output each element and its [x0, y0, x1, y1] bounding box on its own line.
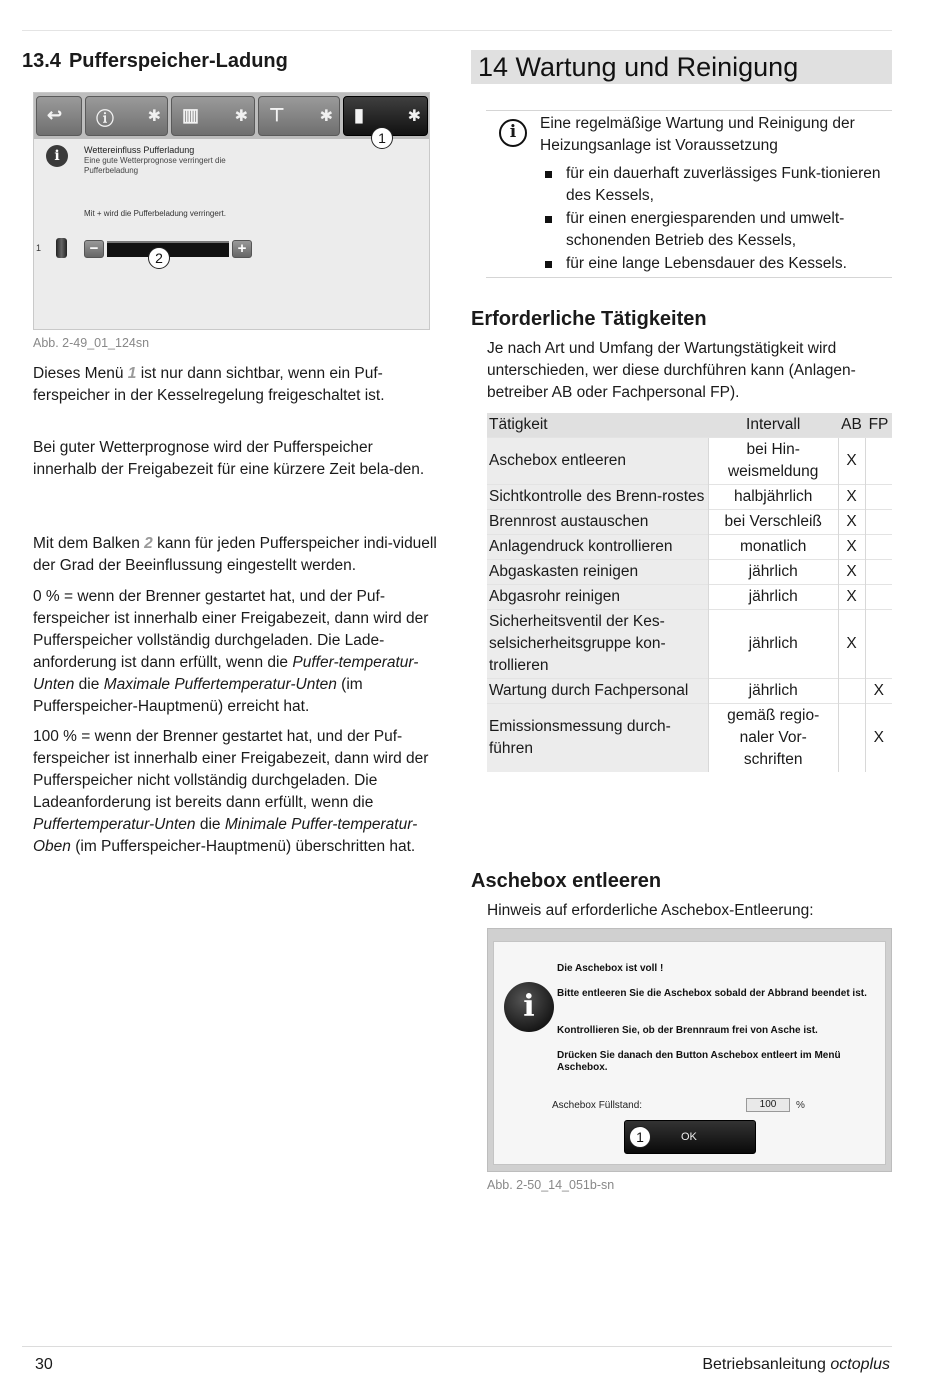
chapter-title: 14 Wartung und Reinigung	[471, 50, 892, 84]
paragraph-weather: Bei guter Wetterprognose wird der Pufferspeicher innerhalb der Freigabezeit für eine kürzere Zeit bela-den.	[33, 439, 425, 478]
tasks-intro: Je nach Art und Umfang der Wartungstätigkeit wird unterschieden, wer diese durchführen kann (Anlagen-betreiber AB oder Fachpersonal FP).	[487, 340, 856, 401]
interval-cell: halbjährlich	[708, 485, 838, 510]
figure-caption: Abb. 2-49_01_124sn	[33, 336, 150, 350]
task-cell: Sichtkontrolle des Brenn-rostes	[487, 485, 708, 510]
header-fp: FP	[865, 413, 892, 438]
table-row	[487, 585, 892, 610]
ab-cell: X	[838, 438, 865, 485]
table-header-row	[487, 413, 892, 438]
ok-label: OK	[681, 1131, 697, 1143]
section-number: 13.4	[22, 50, 61, 72]
weather-influence-title: Wettereinfluss Pufferladung	[84, 145, 195, 155]
plus-hint: Mit + wird die Pufferbeladung verringert.	[84, 209, 226, 218]
table-row	[487, 438, 892, 485]
section-title	[22, 50, 288, 73]
buffer-menu-screenshot	[33, 92, 430, 330]
interval-cell: jährlich	[708, 679, 838, 704]
maintenance-table	[487, 413, 892, 772]
task-cell: Anlagendruck kontrollieren	[487, 535, 708, 560]
radiator-icon: ▥	[182, 105, 200, 125]
weather-icon: ✱	[319, 108, 333, 125]
task-cell: Emissionsmessung durch-führen	[487, 704, 708, 773]
minus-button: −	[84, 240, 104, 258]
ashbox-check-text: Kontrollieren Sie, ob der Brennraum frei von Asche ist.	[557, 1025, 818, 1036]
ok-button	[624, 1120, 756, 1154]
ab-cell	[838, 679, 865, 704]
ab-cell: X	[838, 560, 865, 585]
ab-cell: X	[838, 485, 865, 510]
ashbox-press-text: Drücken Sie danach den Button Aschebox entleert im Menü Aschebox.	[557, 1050, 841, 1073]
fp-cell	[865, 560, 892, 585]
table-row	[487, 679, 892, 704]
ab-cell: X	[838, 610, 865, 679]
ashbox-dialog	[493, 941, 886, 1165]
page-number: 30	[35, 1356, 53, 1373]
ab-cell	[838, 704, 865, 773]
ref-2: 2	[144, 535, 153, 552]
ab-cell: X	[838, 585, 865, 610]
interval-cell: jährlich	[708, 560, 838, 585]
interval-cell: bei Verschleiß	[708, 510, 838, 535]
note-bullet-list	[540, 163, 885, 276]
fp-cell	[865, 535, 892, 560]
product-name: octoplus	[830, 1356, 890, 1373]
header-ab: AB	[838, 413, 865, 438]
callout-1: 1	[629, 1126, 651, 1148]
task-cell: Abgasrohr reinigen	[487, 585, 708, 610]
fill-level-value: 100	[746, 1098, 790, 1112]
ashbox-intro: Hinweis auf erforderliche Aschebox-Entleerung:	[487, 902, 814, 919]
buffer-tank-icon	[56, 238, 67, 258]
ashbox-full-text: Die Aschebox ist voll !	[557, 963, 664, 974]
ref-1: 1	[127, 365, 137, 382]
back-button	[36, 96, 82, 136]
screenshot-toolbar	[34, 93, 429, 139]
table-row	[487, 560, 892, 585]
list-item: für einen energiesparenden und umwelt-schonenden Betrieb des Kessels,	[540, 208, 885, 252]
ab-cell: X	[838, 535, 865, 560]
manual-title	[702, 1356, 890, 1374]
info-icon: i	[499, 119, 527, 147]
ashbox-screenshot	[487, 928, 892, 1172]
callout-1: 1	[371, 127, 393, 149]
task-cell: Aschebox entleeren	[487, 438, 708, 485]
fill-level-label: Aschebox Füllstand:	[552, 1100, 643, 1111]
task-cell: Brennrost austauschen	[487, 510, 708, 535]
top-divider	[22, 30, 892, 31]
ab-cell: X	[838, 510, 865, 535]
table-row	[487, 485, 892, 510]
callout-2: 2	[148, 247, 170, 269]
buffer-row-number: 1	[36, 243, 42, 253]
list-item: für eine lange Lebensdauer des Kessels.	[540, 253, 885, 275]
plus-button: +	[232, 240, 252, 258]
hot-water-tab	[258, 96, 340, 136]
interval-cell: jährlich	[708, 585, 838, 610]
note-lead: Eine regelmäßige Wartung und Reinigung der Heizungsanlage ist Voraussetzung	[540, 115, 855, 154]
manual-label: Betriebsanleitung	[702, 1356, 826, 1373]
paragraph-menu-visibility: Dieses Menü 1 ist nur dann sichtbar, wenn ein Puf-ferspeicher in der Kesselregelung freigeschaltet ist.	[33, 365, 385, 404]
info-tab	[85, 96, 168, 136]
info-icon: i	[504, 982, 554, 1032]
weather-icon: ✱	[234, 108, 248, 125]
fp-cell: X	[865, 679, 892, 704]
list-item: für ein dauerhaft zuverlässiges Funk-tionieren des Kessels,	[540, 163, 885, 207]
ashbox-heading: Aschebox entleeren	[471, 870, 662, 892]
tasks-heading: Erforderliche Tätigkeiten	[471, 308, 707, 330]
weather-influence-desc: Eine gute Wetterprognose verringert die Pufferbeladung	[84, 156, 226, 175]
buffer-tank-icon: ▮	[354, 105, 364, 125]
fill-level-unit: %	[796, 1100, 805, 1111]
interval-cell: gemäß regio-naler Vor-schriften	[708, 704, 838, 773]
table-row	[487, 510, 892, 535]
info-icon: ⓘ	[96, 109, 114, 129]
paragraph-hundred-percent: 100 % = wenn der Brenner gestartet hat, und der Puf-ferspeicher ist innerhalb einer Freigabezeit, dann wird der Pufferspeicher nicht vollständig durchgeladen. Die Ladeanforderung ist bereits dann erfüllt, wenn die Puffertemperatur-Unten die Minimale Puffer-temperatur-Oben (im Pufferspeicher-Hauptmenü) überschritten hat.	[33, 728, 429, 855]
table-row	[487, 535, 892, 560]
paragraph-bar: Mit dem Balken 2 kann für jeden Pufferspeicher indi-viduell der Grad der Beeinflussung eingestellt werden.	[33, 535, 437, 574]
footer-divider	[22, 1346, 892, 1347]
weather-icon: ✱	[147, 108, 161, 125]
tap-icon: ⊤	[269, 105, 285, 125]
maintenance-note	[486, 110, 892, 278]
figure-caption-2: Abb. 2-50_14_051b-sn	[487, 1178, 615, 1192]
fp-cell	[865, 510, 892, 535]
fp-cell: X	[865, 704, 892, 773]
section-title-text: Pufferspeicher-Ladung	[68, 50, 288, 72]
task-cell: Wartung durch Fachpersonal	[487, 679, 708, 704]
info-icon: i	[46, 145, 68, 167]
back-arrow-icon: ↩	[47, 105, 63, 125]
header-interval: Intervall	[708, 413, 838, 438]
ashbox-empty-text: Bitte entleeren Sie die Aschebox sobald der Abbrand beendet ist.	[557, 988, 867, 999]
fp-cell	[865, 438, 892, 485]
fp-cell	[865, 610, 892, 679]
radiator-tab	[171, 96, 255, 136]
interval-cell: monatlich	[708, 535, 838, 560]
fp-cell	[865, 585, 892, 610]
table-row	[487, 610, 892, 679]
paragraph-zero-percent: 0 % = wenn der Brenner gestartet hat, und der Puf-ferspeicher ist innerhalb einer Freigabezeit, dann wird der Pufferspeicher vollständig durchgeladen. Die Lade-anforderung ist dann erfüllt, wenn die Puffer-temperatur-Unten die Maximale Puffertemperatur-Unten (im Pufferspeicher-Hauptmenü) erreicht hat.	[33, 588, 429, 715]
interval-cell: bei Hin-weismeldung	[708, 438, 838, 485]
table-row	[487, 704, 892, 773]
task-cell: Sicherheitsventil der Kes-selsicherheitsgruppe kon-trollieren	[487, 610, 708, 679]
task-cell: Abgaskasten reinigen	[487, 560, 708, 585]
header-task: Tätigkeit	[487, 413, 708, 438]
weather-icon: ✱	[407, 108, 421, 125]
interval-cell: jährlich	[708, 610, 838, 679]
fp-cell	[865, 485, 892, 510]
